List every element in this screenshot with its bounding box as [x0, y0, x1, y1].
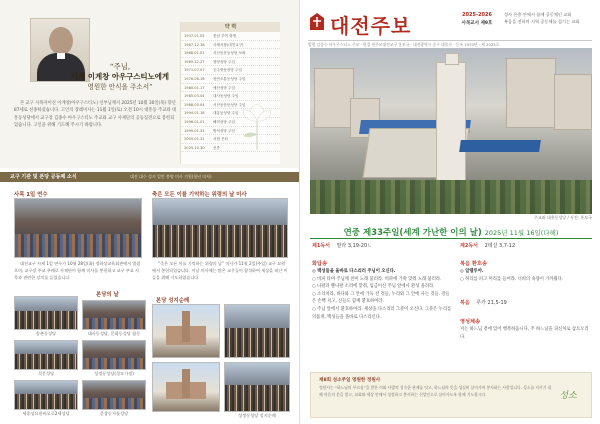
- sunday-date: 2025년 11월 16일(다해): [484, 229, 559, 237]
- timeline-event: 해미성당 주임: [213, 119, 235, 124]
- timeline-date: 1985.03.04: [184, 94, 205, 99]
- news-item3-title: 본당의 날: [96, 292, 119, 298]
- timeline-event: 예산성당 주임: [213, 85, 235, 90]
- parish-photo-3: [14, 340, 78, 370]
- timeline-date: 1937.01.05: [184, 34, 205, 38]
- timeline-date: 1999.01.31: [184, 128, 205, 133]
- timeline-row: [181, 66, 280, 75]
- psalm-verse-3: ○ 소리쳐라, 바다와 그 안에 가득 찬 것들, 누리와 그 안에 사는 것들. 강들은 손뼉 치고, 산들도 함께 환호하여라.: [312, 291, 450, 305]
- gospel-reading: [460, 298, 507, 308]
- communion-text: 저는 하느님 곁에 있어 행복하옵니다. 주 하느님을 피신처로 삼으오리다.: [460, 327, 589, 340]
- timeline-row: [181, 41, 280, 50]
- parish-photo-2: [82, 300, 146, 330]
- parish-caption-6: 문창동가톨성당: [99, 411, 129, 416]
- vocation-note-text: 정원사는 “하느님의 부르심”을 받은 이와 사랑의 성숙한 관계를 잇고, 하느님의 뜻을 성실히 살아가며 봉사하는 사람입니다. 성소를 지키기 위해 마음의 문을 열고, 교회와 세상 안에서 성장하고 봉사하는 신앙인으로 살아가도록 함께 기도합시다.: [319, 385, 552, 397]
- pilgrimage-photo-2: [224, 304, 290, 358]
- condolence-rip: “주님,: [109, 62, 131, 71]
- alleluia-heading: 복음 환호송: [460, 261, 487, 267]
- pastoral-year-sub: 사목교서 제9호: [461, 21, 493, 26]
- condolence-rest: 영원한 안식을 주소서”: [87, 83, 153, 91]
- news-item2-photo: [152, 198, 288, 258]
- timeline-row: [181, 32, 280, 41]
- second-reading: [460, 241, 515, 251]
- first-reading: [312, 241, 372, 251]
- gospel-ref: 루카 21,5-19: [476, 300, 507, 306]
- timeline-row: [181, 49, 280, 58]
- timeline-date: 2025.10.30: [184, 145, 205, 150]
- parish-caption-5: 세종성요한바오로2세성당: [22, 411, 70, 416]
- gospel-label: 복음: [460, 300, 470, 306]
- timeline-row: [181, 58, 280, 67]
- timeline-date: 1969.12.27: [184, 59, 205, 64]
- sunday-heading: [310, 226, 592, 238]
- bulletin-title: 대전주보: [330, 14, 412, 38]
- masthead: [308, 8, 592, 42]
- timeline-date: 1976.06.18: [184, 76, 205, 81]
- second-reading-label: 제2독서: [460, 243, 478, 249]
- timeline-date: 2005.01.31: [184, 137, 205, 142]
- psalm-verse-4: ○ 주님 앞에서 환호하여라. 세상을 다스리러 그분이 오신다. 그분은 누리를 의롭게, 백성들을 올바로 다스리신다.: [312, 306, 452, 320]
- alleluia-response: ◎ 알렐루야.: [460, 269, 484, 274]
- news-item1-title: 사목 1일 연수: [14, 192, 48, 198]
- pilgrimage-photo-3: [152, 362, 220, 412]
- timeline-event: 공주중동성당 주임: [213, 68, 242, 73]
- timeline-date: 1988.03.04: [184, 102, 205, 107]
- parish-photo-1: [14, 296, 78, 330]
- alleluia-verse: ○ 허리를 펴고 머리를 들어라. 너희의 속량이 가까웠다.: [460, 276, 564, 282]
- news-section-subtitle: 대전 대수 성지 일번 봉양 미사 기원(청년 미사): [130, 174, 212, 179]
- publication-info: 발행 김종수 아우구스티노 주교 · 편집 천주교대전교구 홍보국 · 대전광역시 중구 대종로 · 등록 1970년 · 제 2025호: [308, 40, 592, 47]
- timeline-event: 청양성당 주임: [213, 59, 235, 64]
- pastoral-year: 2025-2026: [462, 12, 492, 18]
- timeline-row: [181, 84, 280, 93]
- heading-divider: [310, 238, 592, 239]
- timeline-event: 대사동성당 주임: [213, 94, 239, 99]
- parish-caption-2: 대사동성당, 문화동성당 합동: [87, 331, 141, 336]
- lily-flower-icon: [238, 102, 276, 150]
- condolence-message: [60, 62, 180, 92]
- memorial-section: [0, 0, 300, 168]
- psalm-verse-2: ○ 나팔과 뿔나팔 소리에 맞춰, 임금이신 주님 앞에서 환성 올려라.: [312, 284, 435, 290]
- motto-line-2: 복음을 전하며 지역 공동체를 섬기는 교회: [504, 18, 580, 24]
- biography-timeline: [180, 22, 280, 164]
- diocese-logo-icon: [308, 12, 326, 32]
- psalm-body: [312, 268, 452, 321]
- news-item4-title: 본당 성지순례: [156, 298, 190, 304]
- timeline-date: 1996.01.01: [184, 119, 205, 124]
- first-reading-ref: 말라 3,19-20ㄴ: [336, 243, 372, 249]
- pilgrimage-photo-1: [152, 304, 220, 358]
- news-section-bar: [0, 172, 300, 182]
- news-item1-photo: [14, 198, 142, 258]
- news-item1-text: 대전교구 사제 1일 연수가 10월 28일(화) 정하상교육회관에서 열렸으며, 교구장 주교 주례로 사제단이 함께 미사를 봉헌하고 교구 주요 사목과 관련한 강의를 들었습니다.: [14, 261, 141, 280]
- timeline-event: 서산동문동성당 주임: [213, 102, 246, 107]
- parish-photo-4: [82, 340, 146, 370]
- pastoral-year-badge: [454, 12, 500, 26]
- news-section-title: 교구 기관 및 본당 공동체 소식: [10, 174, 77, 180]
- timeline-event: 천안오룡동성당 주임: [213, 76, 246, 81]
- timeline-row: [181, 75, 280, 84]
- pilgrimage-caption: 성정동성당 성지순례: [238, 413, 276, 418]
- timeline-date: 1968.01.01: [184, 51, 205, 56]
- memorial-paragraph: 본 교구 사목자이신 이계창(아우구스티노) 신부님께서 2025년 10월 30일(목) 향년 87세로 선종하셨습니다. 고인의 장례미사는 11월 1일(토) 오전 10시 대흥동 주교좌 대흥동성당에서 교구장 김종수 아우구스티노 주교와 교구 사제단의 공동집전으로 봉헌되었습니다. 고인을 위해 기도해 주시기 바랍니다.: [14, 101, 177, 129]
- alleluia-body: [460, 268, 592, 283]
- timeline-event: 서원 은퇴: [213, 137, 229, 142]
- parish-caption-3: 석문성당: [37, 371, 55, 376]
- timeline-date: 1971.07.07: [184, 68, 205, 73]
- vocation-note-box: [310, 372, 592, 418]
- diocese-motto: [504, 12, 592, 25]
- timeline-date: 1980.01.17: [184, 85, 205, 90]
- sunday-title: 연중 제33주일(세계 가난한 이의 날): [343, 228, 482, 238]
- right-page: [300, 0, 600, 424]
- psalm-heading: 화답송: [312, 261, 328, 267]
- main-photo-caption: 주교좌 대흥동성당 / 사진: 홍보국: [533, 215, 592, 220]
- condolence-name: 사제 이계창 아우구스티노에게: [71, 72, 169, 81]
- pilgrimage-photo-4: [224, 362, 290, 412]
- parish-photo-6: [82, 380, 146, 410]
- timeline-event: 합덕성당 주임: [213, 128, 235, 133]
- timeline-event: 대흥동성당 주임: [213, 111, 239, 116]
- second-reading-ref: 2테살 3,7-12: [484, 243, 516, 249]
- news-item2-text: “죽은 모든 이를 기억하는 위령의 날” 미사가 11월 2일(주일) 교구 묘원에서 봉헌되었습니다. 이날 미사에는 많은 교우들이 참석하여 세상을 떠난 이들을 위해 기도하였습니다.: [152, 261, 288, 280]
- cathedral-aerial-photo: [310, 48, 592, 214]
- first-reading-label: 제1독서: [312, 243, 330, 249]
- vocation-logo-icon: 성소: [559, 391, 577, 401]
- news-item2-title: 축은 모든 이를 기억하는 위령의 날 미사: [152, 192, 247, 198]
- motto-line-1: 성사 은총 안에서 함께 공동체인 교회: [504, 12, 572, 17]
- timeline-event: 서산동문동성당 보좌: [213, 51, 246, 56]
- psalm-verse-1: ○ 비파 타며 주님께 찬미 노래 불러라. 비파에 가락 맞춰 노래 불러라.: [312, 276, 442, 282]
- timeline-date: 1967.12.16: [184, 42, 205, 47]
- vocation-note-title: 제8회 성소주일 영원한 정원사: [319, 378, 381, 383]
- parish-caption-1: 송촌동성당: [35, 331, 57, 336]
- timeline-event: 충남 부여 출생: [213, 34, 237, 38]
- parish-caption-4: 성정동성당(성모가정): [94, 371, 134, 376]
- timeline-row: [181, 92, 280, 101]
- timeline-title: 약 력: [181, 22, 280, 32]
- psalm-response: ◎ 백성들을 올바로 다스리러 주님이 오신다.: [312, 269, 396, 274]
- parish-photo-5: [14, 380, 78, 410]
- communion-heading: 영성체송: [460, 319, 481, 325]
- timeline-event: 선종: [213, 145, 220, 150]
- timeline-date: 1994.01.18: [184, 111, 205, 116]
- timeline-event: 사제서품(대전교구): [213, 42, 244, 47]
